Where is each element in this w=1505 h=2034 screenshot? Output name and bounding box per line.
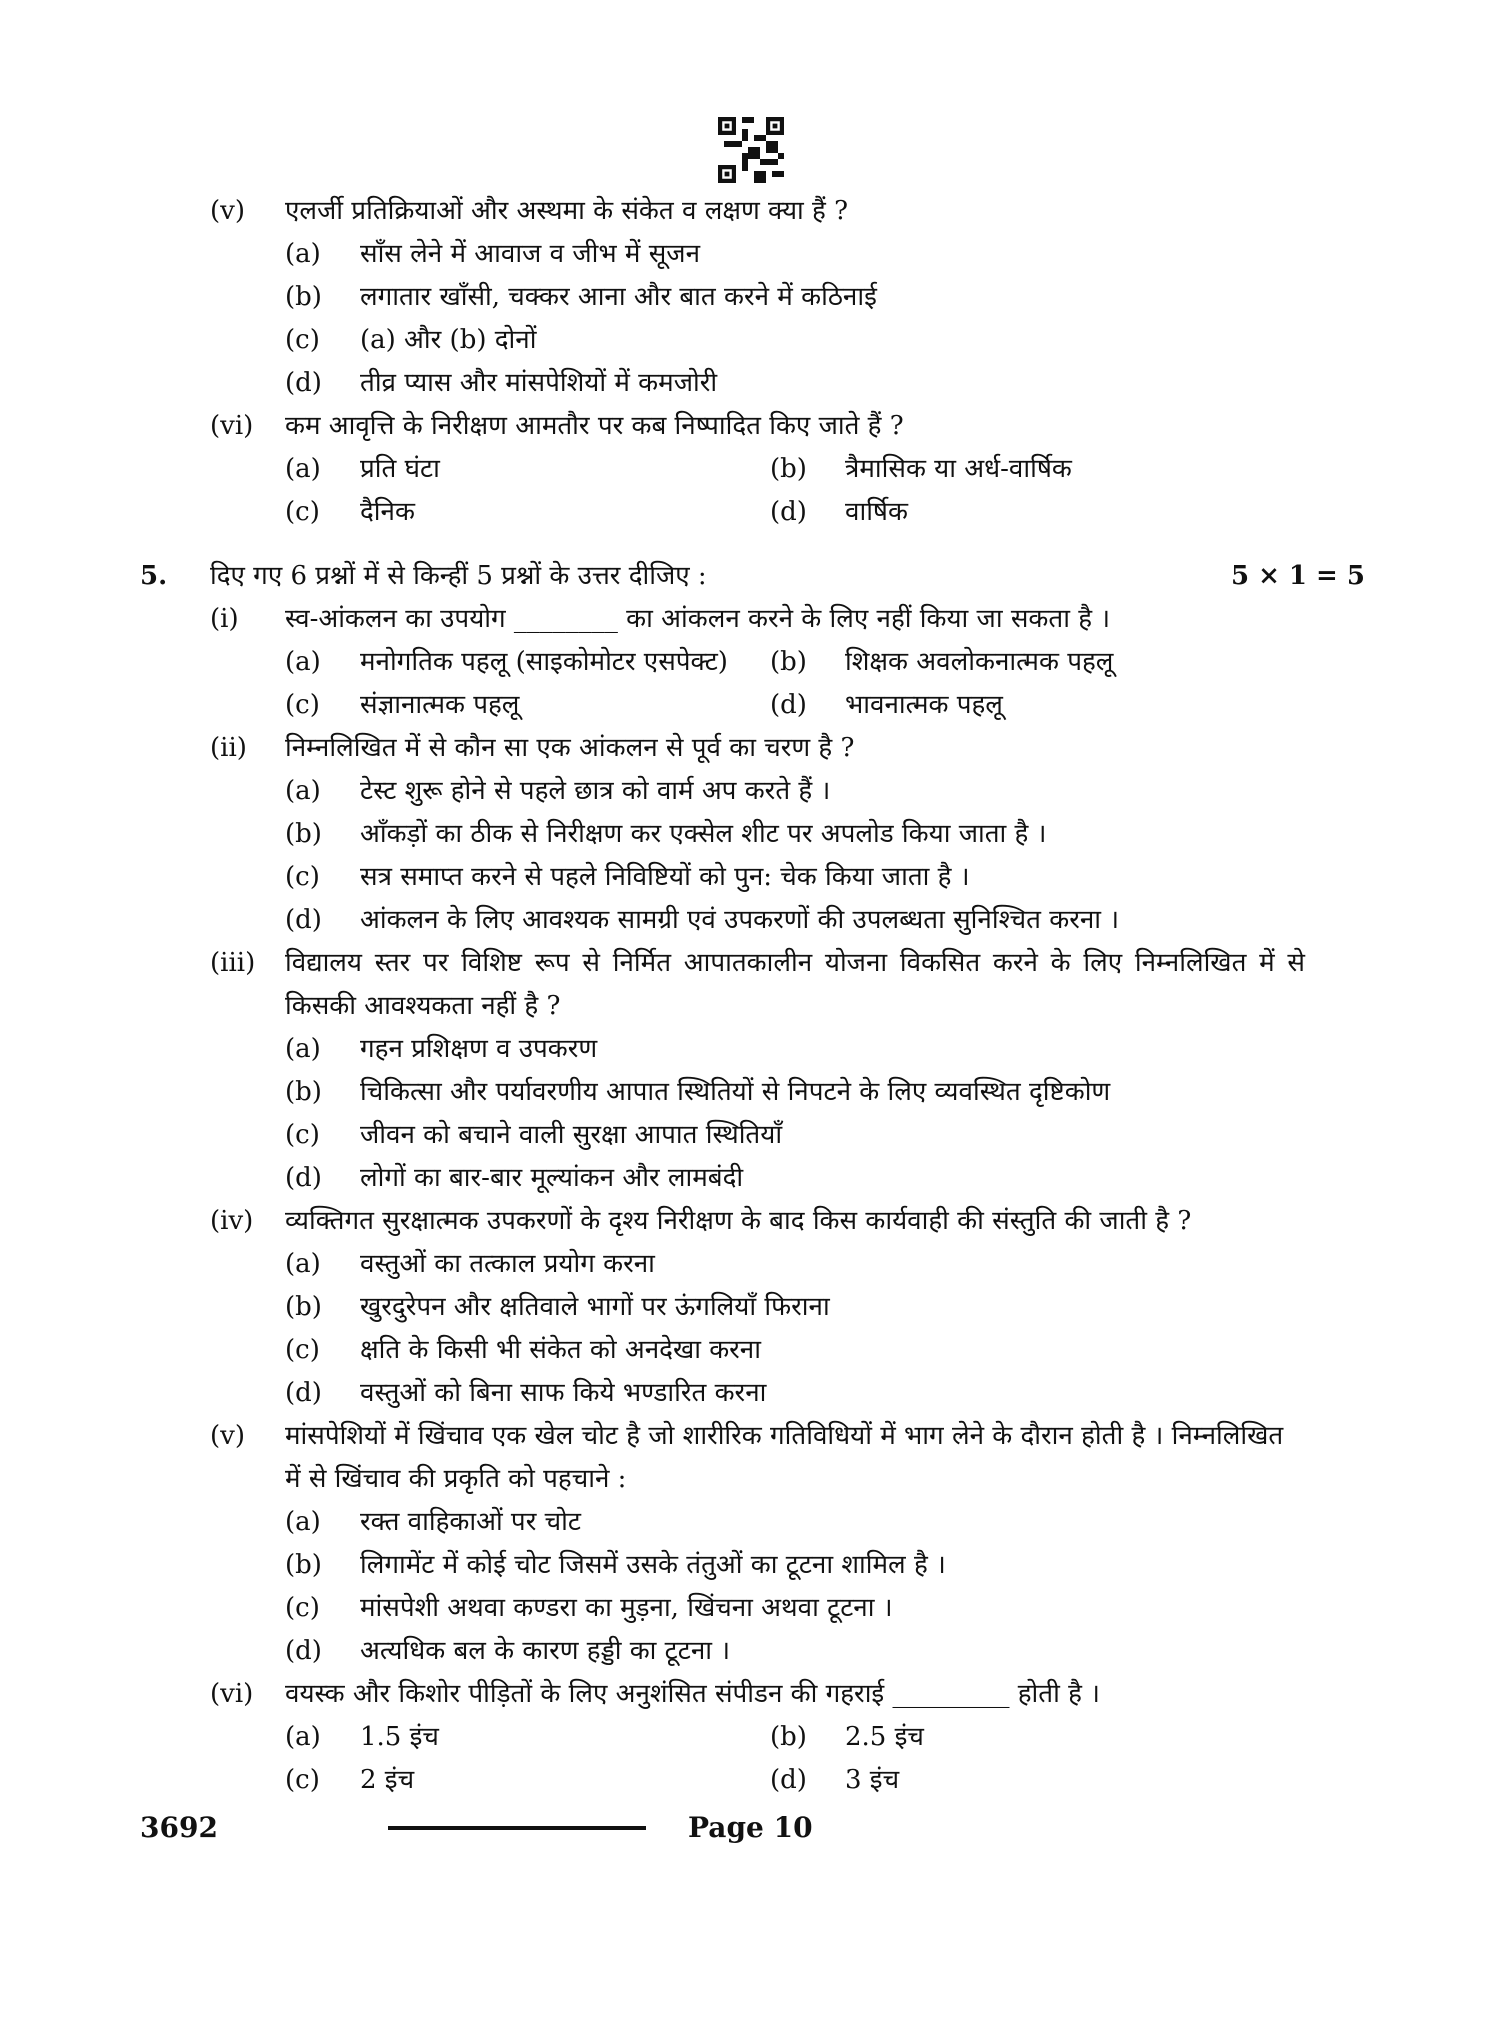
question-text: व्यक्तिगत सुरक्षात्मक उपकरणों के दृश्य निरीक्षण के बाद किस कार्यवाही की संस्तुति की जाती है ? [285, 1206, 1192, 1236]
option-label: (b) [770, 454, 807, 484]
option-label: (b) [285, 819, 322, 849]
question-number: (iv) [210, 1206, 254, 1236]
paper-code: 3692 [140, 1811, 218, 1844]
section-marks: 5 × 1 = 5 [1230, 561, 1365, 591]
option-label: (b) [770, 647, 807, 677]
option-text: 2 इंच [360, 1765, 415, 1795]
option-text: खुरदुरेपन और क्षतिवाले भागों पर ऊंगलियाँ फिराना [360, 1292, 830, 1322]
option-label: (a) [285, 1034, 321, 1064]
option-label: (a) [285, 647, 321, 677]
option-text: अत्यधिक बल के कारण हड्डी का टूटना । [360, 1636, 731, 1666]
option-label: (a) [285, 1722, 321, 1752]
question-paper [0, 190, 1505, 1802]
option-label: (a) [285, 239, 321, 269]
option-text: 1.5 इंच [360, 1722, 439, 1752]
option-text: चिकित्सा और पर्यावरणीय आपात स्थितियों से निपटने के लिए व्यवस्थित दृष्टिकोण [360, 1077, 1111, 1107]
option-label: (c) [285, 497, 320, 527]
section-instruction: दिए गए 6 प्रश्नों में से किन्हीं 5 प्रश्नों के उत्तर दीजिए : [210, 561, 707, 591]
option-text: भावनात्मक पहलू [845, 690, 1003, 720]
option-label: (c) [285, 1335, 320, 1365]
option-text: सत्र समाप्त करने से पहले निविष्टियों को पुन: चेक किया जाता है । [360, 862, 970, 892]
page-number: Page 10 [688, 1811, 813, 1844]
option-text: आँकड़ों का ठीक से निरीक्षण कर एक्सेल शीट पर अपलोड किया जाता है । [360, 819, 1047, 849]
qr-code [718, 117, 784, 183]
option-label: (b) [285, 1292, 322, 1322]
question-text: वयस्क और किशोर पीड़ितों के लिए अनुशंसित संपीडन की गहराई _________ होती है । [285, 1679, 1101, 1709]
option-text: लगातार खाँसी, चक्कर आना और बात करने में कठिनाई [360, 282, 877, 312]
option-label: (b) [770, 1722, 807, 1752]
option-text: जीवन को बचाने वाली सुरक्षा आपात स्थितियाँ [360, 1120, 783, 1150]
question-text: विद्यालय स्तर पर विशिष्ट रूप से निर्मित आपातकालीन योजना विकसित करने के लिए निम्नलिखित में से किसकी आवश्यकता नहीं है ? [285, 948, 1305, 1021]
option-label: (c) [285, 690, 320, 720]
option-text: दैनिक [360, 497, 415, 527]
option-text: त्रैमासिक या अर्ध-वार्षिक [845, 454, 1072, 484]
option-label: (d) [285, 1378, 322, 1408]
option-label: (a) [285, 1507, 321, 1537]
option-label: (c) [285, 1765, 320, 1795]
option-label: (d) [285, 1163, 322, 1193]
option-text: क्षति के किसी भी संकेत को अनदेखा करना [360, 1335, 761, 1365]
option-text: लोगों का बार-बार मूल्यांकन और लामबंदी [360, 1163, 744, 1193]
option-text: शिक्षक अवलोकनात्मक पहलू [845, 647, 1114, 677]
option-label: (b) [285, 282, 322, 312]
section-heading [0, 555, 1505, 598]
option-label: (c) [285, 325, 320, 355]
question-number: (v) [210, 1421, 245, 1451]
option-text: वस्तुओं को बिना साफ किये भण्डारित करना [360, 1378, 767, 1408]
option-label: (b) [285, 1550, 322, 1580]
option-text: प्रति घंटा [360, 454, 440, 484]
option-text: मनोगतिक पहलू (साइकोमोटर एसपेक्ट) [360, 647, 728, 677]
option-text: रक्त वाहिकाओं पर चोट [360, 1507, 581, 1537]
option-label: (a) [285, 454, 321, 484]
option-text: (a) और (b) दोनों [360, 325, 537, 355]
option-label: (a) [285, 776, 321, 806]
question-text: मांसपेशियों में खिंचाव एक खेल चोट है जो शारीरिक गतिविधियों में भाग लेने के दौरान होती है । निम्नलिखित में से खिंचाव की प्रकृति को पहचाने : [285, 1421, 1284, 1494]
option-text: आंकलन के लिए आवश्यक सामग्री एवं उपकरणों की उपलब्धता सुनिश्चित करना । [360, 905, 1120, 935]
section-number: 5. [140, 561, 168, 591]
page-footer [0, 1806, 1505, 1849]
option-text: वस्तुओं का तत्काल प्रयोग करना [360, 1249, 655, 1279]
option-label: (d) [770, 497, 807, 527]
question-number: (vi) [210, 1679, 254, 1709]
question-number: (v) [210, 196, 245, 226]
option-label: (d) [285, 905, 322, 935]
option-label: (d) [285, 1636, 322, 1666]
option-text: 3 इंच [845, 1765, 900, 1795]
option-text: लिगामेंट में कोई चोट जिसमें उसके तंतुओं का टूटना शामिल है । [360, 1550, 946, 1580]
question-text: कम आवृत्ति के निरीक्षण आमतौर पर कब निष्पादित किए जाते हैं ? [285, 411, 904, 441]
option-text: साँस लेने में आवाज व जीभ में सूजन [360, 239, 701, 269]
option-label: (c) [285, 1120, 320, 1150]
option-label: (d) [770, 1765, 807, 1795]
question-text: निम्नलिखित में से कौन सा एक आंकलन से पूर्व का चरण है ? [285, 733, 855, 763]
option-text: तीव्र प्यास और मांसपेशियों में कमजोरी [360, 368, 718, 398]
option-text: टेस्ट शुरू होने से पहले छात्र को वार्म अप करते हैं । [360, 776, 831, 806]
option-label: (a) [285, 1249, 321, 1279]
question-text: एलर्जी प्रतिक्रियाओं और अस्थमा के संकेत व लक्षण क्या हैं ? [285, 196, 849, 226]
option-label: (b) [285, 1077, 322, 1107]
option-label: (c) [285, 862, 320, 892]
question-number: (iii) [210, 948, 256, 978]
option-label: (d) [285, 368, 322, 398]
question-number: (ii) [210, 733, 247, 763]
option-text: 2.5 इंच [845, 1722, 924, 1752]
option-text: संज्ञानात्मक पहलू [360, 690, 520, 720]
question-number: (i) [210, 604, 239, 634]
option-text: गहन प्रशिक्षण व उपकरण [360, 1034, 598, 1064]
question-text: स्व-आंकलन का उपयोग ________ का आंकलन करने के लिए नहीं किया जा सकता है । [285, 604, 1111, 634]
option-label: (d) [770, 690, 807, 720]
question-number: (vi) [210, 411, 254, 441]
option-text: मांसपेशी अथवा कण्डरा का मुड़ना, खिंचना अथवा टूटना । [360, 1593, 893, 1623]
option-label: (c) [285, 1593, 320, 1623]
option-text: वार्षिक [845, 497, 908, 527]
footer-rule [388, 1826, 646, 1830]
